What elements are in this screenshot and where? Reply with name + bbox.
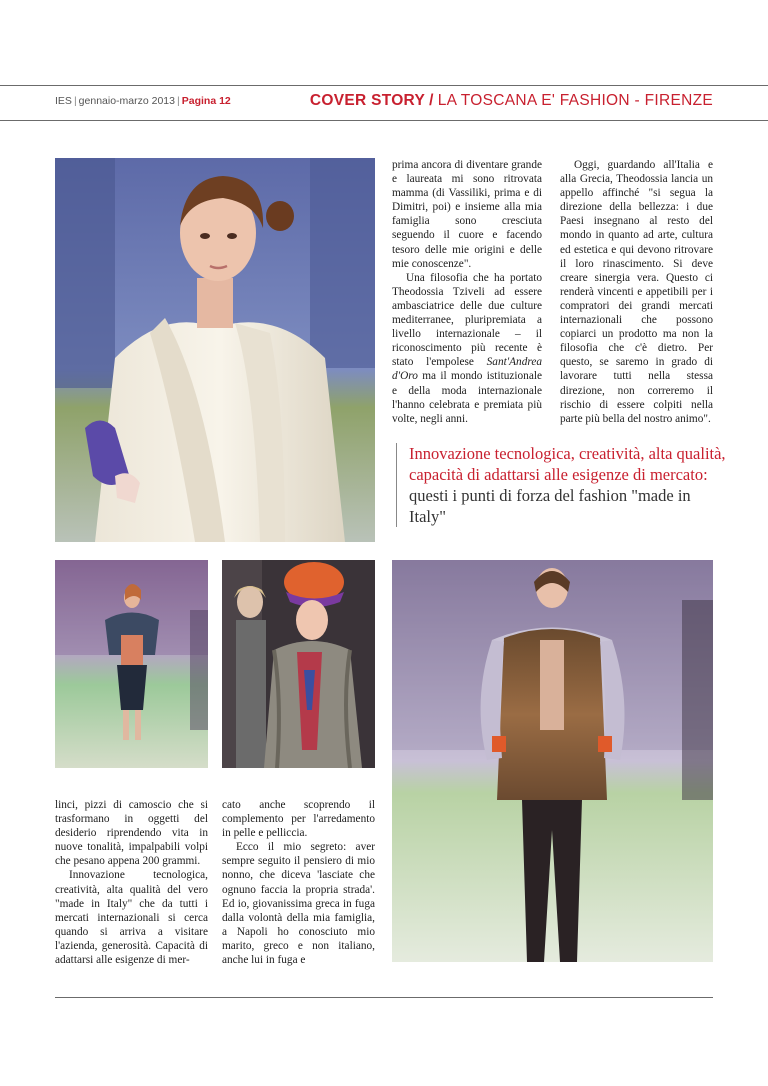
paragraph: linci, pizzi di camoscio che si trasformano in oggetti del desiderio riprendendo vita in nuove tonalità, impalpabili volpi che pesano appena 200 grammi. [55, 799, 208, 868]
footer-rule [55, 997, 713, 998]
paragraph: Innovazione tecnologica, creatività, alta qualità del vero "made in Italy" che da tutti i mercati internazionali si cerca quando si arriva a visitare l'azienda, generosità. Capacità di adattarsi alle esigenze di mer- [55, 869, 208, 967]
model-white-fur-coat-photo [55, 158, 375, 542]
section-topic: LA TOSCANA E' FASHION - FIRENZE [437, 92, 713, 109]
bottom-column-2 [222, 798, 375, 967]
runway-model-brown-fur-vest-photo [392, 560, 713, 962]
header-bottom-rule [0, 120, 768, 121]
issue-date: gennaio-marzo 2013 [78, 95, 175, 107]
runway-model-navy-top-photo [55, 560, 208, 768]
article-column-3 [560, 158, 713, 426]
section-label: COVER STORY [309, 92, 426, 109]
pull-quote [396, 443, 729, 527]
page-info: IES | gennaio-marzo 2013 | Pagina 12 [55, 95, 231, 107]
paragraph: prima ancora di diventare grande e laureata mi sono ritrovata mamma (di Vassiliki, prima e di Dimitri, poi) e insieme alla mia famiglia sono cresciuta seguendo il cuore e facendo tesoro delle mie origini e delle mie conoscenze". [392, 159, 542, 270]
paragraph: Una filosofia che ha portato Theodossia Tziveli ad essere ambasciatrice delle due culture mediterranee, pluripremiata a livello internazionale – il riconoscimento più recente è stato l'empolese Sant'Andrea d'Oro ma il mondo istituzionale e della moda internazionale l'hanno celebrata e premiata più volte, negli anni. [392, 271, 542, 425]
paragraph: Ecco il mio segreto: aver sempre seguito il pensiero di mio nonno, che diceva 'lasciate che ognuno faccia la propria strada'. Ed io, giovanissima greca in fuga dalla volontà della mia famiglia, a Napoli ho conosciuto mio marito, greco e non italiano, anche lui in fuga e [222, 841, 375, 967]
bottom-column-1 [55, 798, 208, 967]
paragraph: cato anche scoprendo il complemento per l'arredamento in pelle e pelliccia. [222, 799, 375, 840]
award-name: Sant'Andrea d'Oro [392, 356, 542, 383]
pull-quote-highlight: Innovazione tecnologica, creatività, alta qualità, capacità di adattarsi alle esigenze di mercato: [409, 444, 726, 484]
paragraph: Oggi, guardando all'Italia e alla Grecia, Theodossia lancia un appello affinché "si segua la direzione della bellezza: i due Paesi insegnano al resto del mondo in quanto ad arte, cultura ed estetica e qui devono ritrovare il loro rinascimento. Si deve creare sinergia vera. Questo ci renderà vincenti e appetibili per i compratori dei grandi mercati internazionali che possono copiarci un prodotto ma non la filosofia che c'è dietro. Per questo, se saremo in grado di lavorare tutti nella stessa direzione, non correremo il rischio di essere colpiti nella parte più bella del nostro animo". [560, 159, 713, 425]
model-orange-fur-hat-photo [222, 560, 375, 768]
section-title: COVER STORY / LA TOSCANA E' FASHION - FIRENZE [309, 92, 713, 109]
article-column-2 [392, 158, 542, 426]
magazine-name: IES [55, 95, 72, 107]
page-number: Pagina 12 [181, 95, 231, 107]
header-top-rule [0, 85, 768, 86]
pull-quote-text: questi i punti di forza del fashion "made in Italy" [409, 486, 691, 526]
